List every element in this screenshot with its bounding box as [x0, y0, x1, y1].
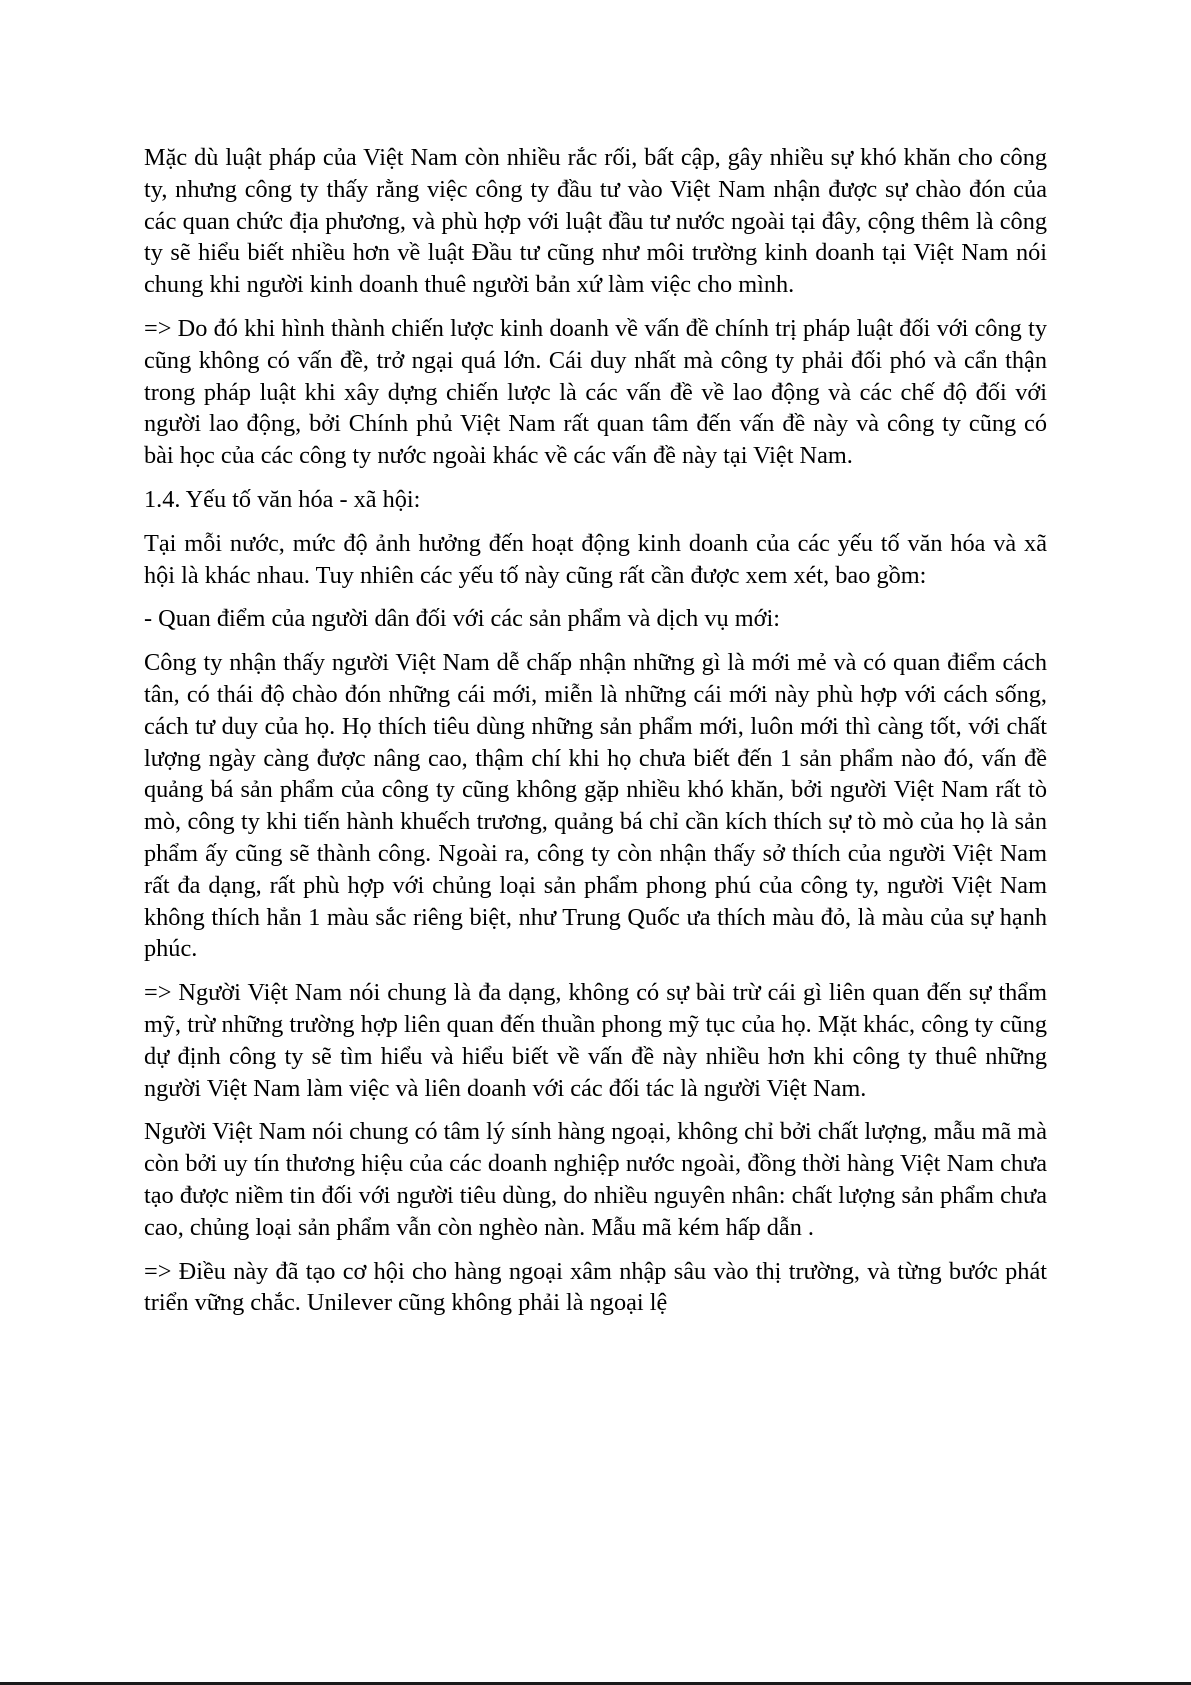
paragraph-legal-conclusion: => Do đó khi hình thành chiến lược kinh doanh về vấn đề chính trị pháp luật đối với công ty cũng không có vấn đề, trở ngại quá lớn. Cái duy nhất mà công ty phải đối phó và cẩn thận trong pháp luật khi xây dựng chiến lược là các vấn đề về lao động và các chế độ đối với người lao động, bởi Chính phủ Việt Nam rất quan tâm đến vấn đề này và công ty cũng có bài học của các công ty nước ngoài khác về các vấn đề này tại Việt Nam. [144, 314, 1047, 470]
paragraph-foreign-goods-preference: Người Việt Nam nói chung có tâm lý sính hàng ngoại, không chỉ bởi chất lượng, mẫu mã mà còn bởi uy tín thương hiệu của các doanh nghiệp nước ngoài, đồng thời hàng Việt Nam chưa tạo được niềm tin đối với người tiêu dùng, do nhiều nguyên nhân: chất lượng sản phẩm chưa cao, chủng loại sản phẩm vẫn còn nghèo nàn. Mẫu mã kém hấp dẫn . [144, 1118, 1047, 1241]
subheading-consumer-attitude: - Quan điểm của người dân đối với các sản phẩm và dịch vụ mới: [144, 605, 781, 633]
document-page [144, 142, 1047, 1331]
paragraph-consumer-openness: Công ty nhận thấy người Việt Nam dễ chấp nhận những gì là mới mẻ và có quan điểm cách tân, có thái độ chào đón những cái mới, miễn là những cái mới này phù hợp với cách sống, cách tư duy của họ. Họ thích tiêu dùng những sản phẩm mới, luôn mới thì càng tốt, với chất lượng ngày càng được nâng cao, thậm chí khi họ chưa biết đến 1 sản phẩm nào đó, vấn đề quảng bá sản phẩm của công ty cũng không gặp nhiều khó khăn, bởi người Việt Nam rất tò mò, công ty khi tiến hành khuếch trương, quảng bá chỉ cần kích thích sự tò mò của họ là sản phẩm ấy cũng sẽ thành công. Ngoài ra, công ty còn nhận thấy sở thích của người Việt Nam rất đa dạng, rất phù hợp với chủng loại sản phẩm phong phú của công ty, người Việt Nam không thích hẳn 1 màu sắc riêng biệt, như Trung Quốc ưa thích màu đỏ, là màu của sự hạnh phúc. [144, 649, 1047, 963]
paragraph-culture-intro: Tại mỗi nước, mức độ ảnh hưởng đến hoạt động kinh doanh của các yếu tố văn hóa và xã hội là khác nhau. Tuy nhiên các yếu tố này cũng rất cần được xem xét, bao gồm: [144, 529, 1047, 589]
paragraph-legal-difficulties: Mặc dù luật pháp của Việt Nam còn nhiều rắc rối, bất cập, gây nhiều sự khó khăn cho công ty, nhưng công ty thấy rằng việc công ty đầu tư vào Việt Nam nhận được sự chào đón của các quan chức địa phương, và phù hợp với luật đầu tư nước ngoài tại đây, cộng thêm là công ty sẽ hiểu biết nhiều hơn về luật Đầu tư cũng như môi trường kinh doanh tại Việt Nam nói chung khi người kinh doanh thuê người bản xứ làm việc cho mình. [144, 144, 1047, 299]
paragraph-market-opportunity: => Điều này đã tạo cơ hội cho hàng ngoại xâm nhập sâu vào thị trường, và từng bước phát triển vững chắc. Unilever cũng không phải là ngoại lệ [144, 1257, 1047, 1317]
paragraph-aesthetic-diversity: => Người Việt Nam nói chung là đa dạng, không có sự bài trừ cái gì liên quan đến sự thẩm mỹ, trừ những trường hợp liên quan đến thuần phong mỹ tục của họ. Mặt khác, công ty cũng dự định công ty sẽ tìm hiểu và hiểu biết về vấn đề này nhiều hơn khi công ty thuê những người Việt Nam làm việc và liên doanh với các đối tác là người Việt Nam. [144, 979, 1047, 1102]
section-heading-culture-society: 1.4. Yếu tố văn hóa - xã hội: [144, 485, 421, 513]
